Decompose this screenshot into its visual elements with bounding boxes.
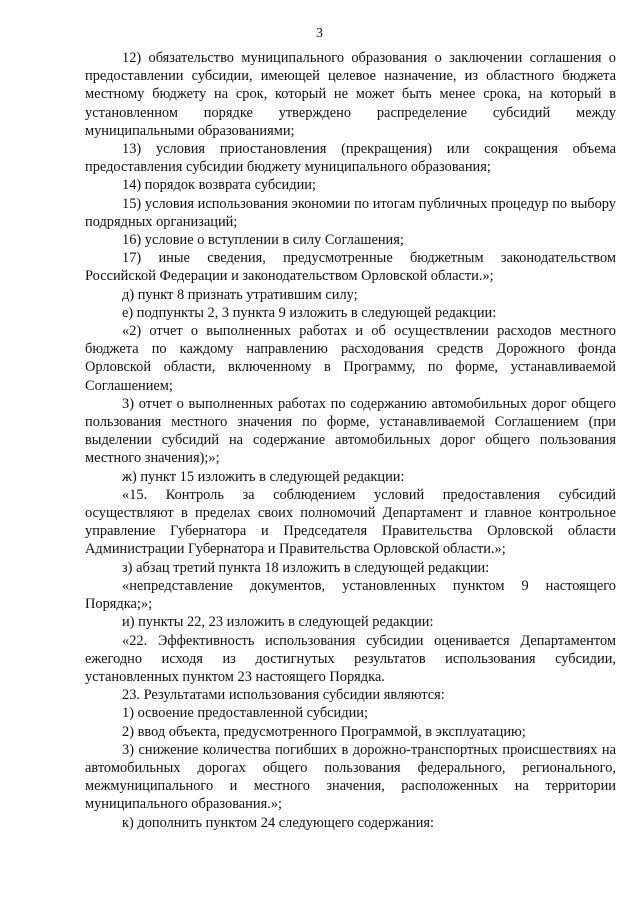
page-number: 3 [316, 26, 323, 41]
paragraph-item-13: 13) условия приостановления (прекращения) или сокращения объема предоставления субсидии бюджету муниципального образования; [85, 141, 616, 176]
paragraph-item-17: 17) иные сведения, предусмотренные бюджетным законодательством Российской Федерации и законодательством Орловской области.»; [85, 250, 616, 285]
paragraph-item-12: 12) обязательство муниципального образования о заключении соглашения о предоставлении субсидии, имеющей целевое назначение, из областного бюджета местному бюджету на срок, который не может быть менее срока, на который в установленном порядке утверждено распределение субсидий между муниципальными образованиями; [85, 50, 616, 139]
paragraph-quote-item-3: 3) отчет о выполненных работах по содержанию автомобильных дорог общего пользования местного значения по форме, устанавливаемой Соглашением (при выделении субсидий на содержание автомобильных дорог общего пользования местного значения);»; [85, 395, 616, 467]
document-body [85, 49, 616, 832]
paragraph-result-1: 1) освоение предоставленной субсидии; [122, 705, 368, 722]
paragraph-item-14: 14) порядок возврата субсидии; [122, 177, 316, 194]
paragraph-quote-non-submission: «непредставление документов, установленных пунктом 9 настоящего Порядка;»; [85, 577, 616, 613]
paragraph-quote-point-15: «15. Контроль за соблюдением условий предоставления субсидий осуществляют в пределах своих полномочий Департамент и главное контрольное управление Губернатора и Председателя Правительства Орловской области Администрации Губернатора и Правительства Орловской области.»; [85, 486, 616, 558]
paragraph-subitem-d: д) пункт 8 признать утратившим силу; [122, 286, 358, 303]
paragraph-subitem-e: е) подпункты 2, 3 пункта 9 изложить в следующей редакции: [122, 304, 497, 321]
paragraph-item-15: 15) условия использования экономии по итогам публичных процедур по выбору подрядных организаций; [85, 195, 616, 230]
paragraph-point-23: 23. Результатами использования субсидии являются: [122, 687, 445, 704]
paragraph-subitem-i: и) пункты 22, 23 изложить в следующей редакции: [122, 614, 434, 631]
paragraph-result-2: 2) ввод объекта, предусмотренного Программой, в эксплуатацию; [122, 723, 526, 740]
paragraph-quote-point-22: «22. Эффективность использования субсидии оценивается Департаментом ежегодно исходя из достигнутых результатов использования субсидии, установленных пунктом 23 настоящего Порядка. [85, 632, 616, 685]
paragraph-subitem-zh: ж) пункт 15 изложить в следующей редакции: [122, 468, 405, 485]
paragraph-subitem-k: к) дополнить пунктом 24 следующего содержания: [122, 814, 435, 831]
paragraph-result-3: 3) снижение количества погибших в дорожно-транспортных происшествиях на автомобильных дорогах общего пользования федерального, регионального, межмуниципального и местного значения, расположенных на территории муниципального образования.»; [85, 741, 616, 813]
paragraph-subitem-z: з) абзац третий пункта 18 изложить в следующей редакции: [122, 559, 490, 576]
paragraph-item-16: 16) условие о вступлении в силу Соглашения; [122, 232, 404, 249]
paragraph-quote-item-2: «2) отчет о выполненных работах и об осуществлении расходов местного бюджета по каждому направлению расходования средств Дорожного фонда Орловской области, включенному в Программу, по форме, устанавливаемой Соглашением; [85, 323, 616, 394]
